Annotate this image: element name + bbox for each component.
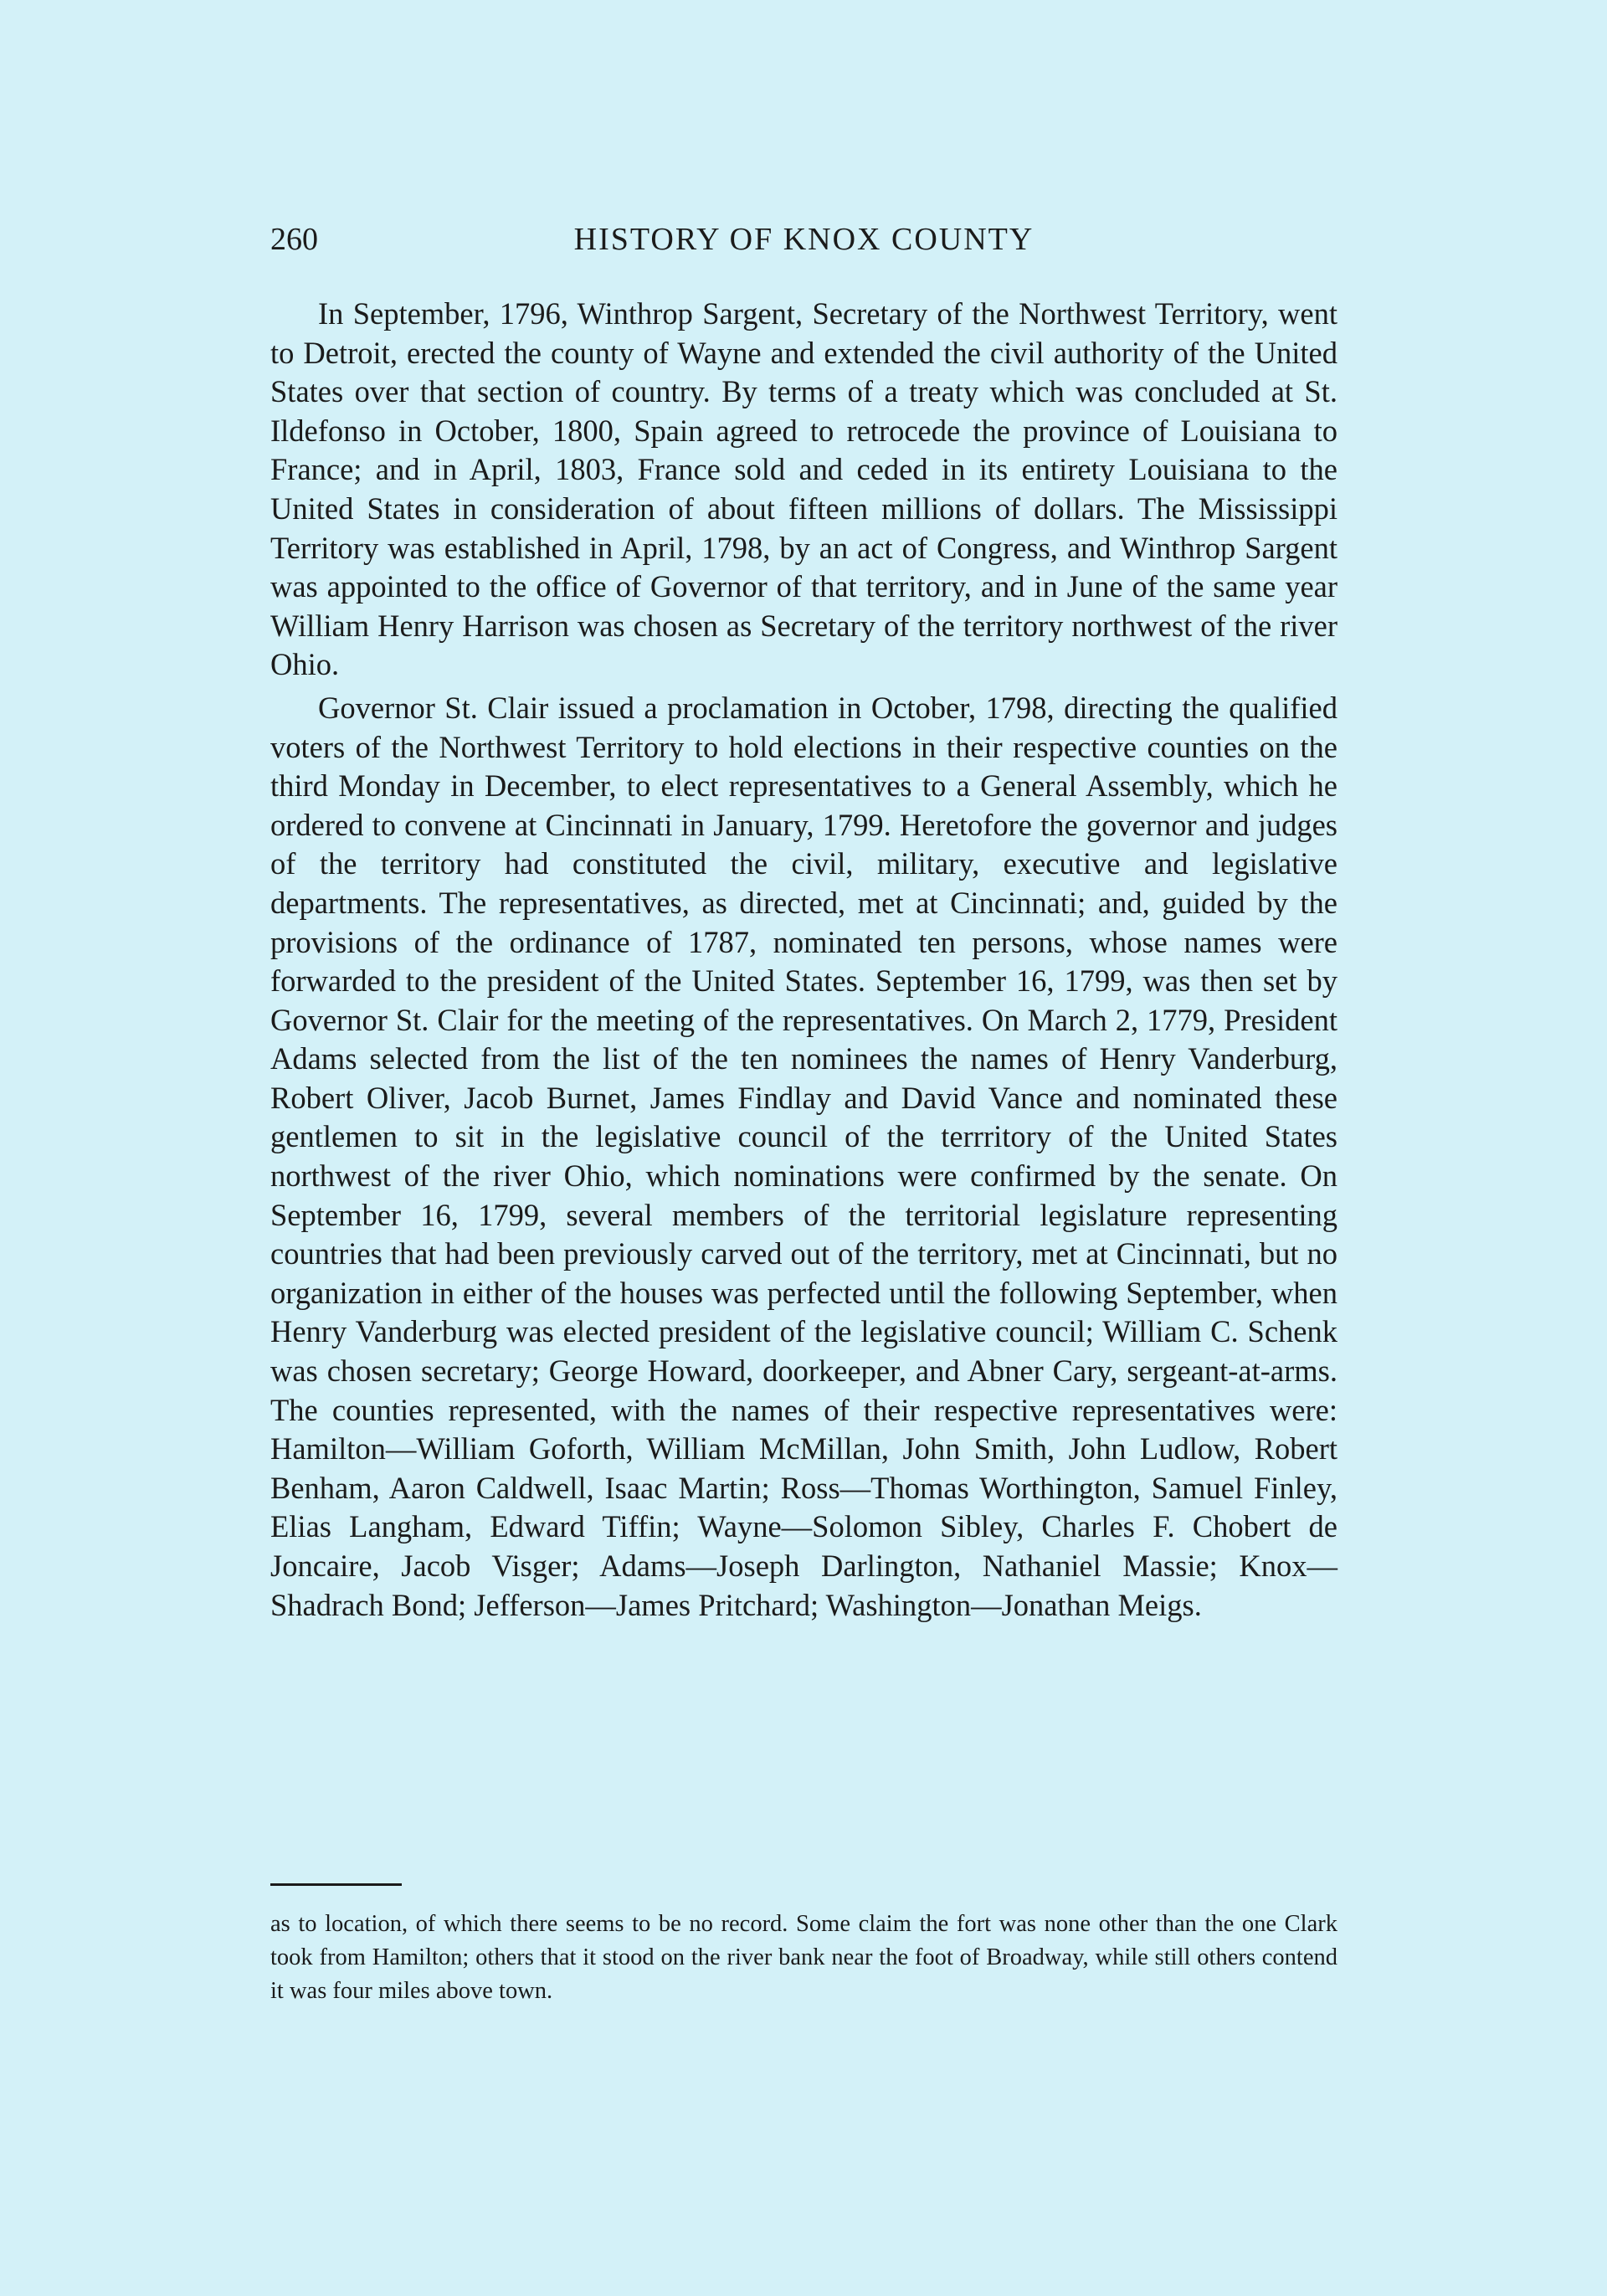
footnote: as to location, of which there seems to be no record. Some claim the fort was none other than the one Clark took from Hamilton; others that it stood on the river bank near the foot of Broadway, while still others contend it was four miles above town. bbox=[270, 1911, 1337, 2004]
running-title: HISTORY OF KNOX COUNTY bbox=[573, 222, 1035, 257]
paragraph-2: Governor St. Clair issued a proclamation in October, 1798, directing the qualified voters of the Northwest Territory to hold elections in their respective counties on the third Monday in December, to elect representatives to a General Assembly, which he ordered to convene at Cincinnati in January, 1799. Heretofore the governor and judges of the territory had constituted the civil, military, executive and legislative departments. The representatives, as directed, met at Cincinnati; and, guided by the provisions of the ordinance of 1787, nominated ten persons, whose names were forwarded to the president of the United States. September 16, 1799, was then set by Governor St. Clair for the meeting of the representatives. On March 2, 1779, President Adams selected from the list of the ten nominees the names of Henry Vanderburg, Robert Oliver, Jacob Burnet, James Findlay and David Vance and nominated these gentlemen to sit in the legislative council of the terrritory of the United States northwest of the river Ohio, which nominations were confirmed by the senate. On September 16, 1799, several members of the territorial legislature representing countries that had been previously carved out of the territory, met at Cincinnati, but no organization in either of the houses was perfected until the following September, when Henry Vanderburg was elected president of the legislative council; William C. Schenk was chosen secretary; George Howard, doorkeeper, and Abner Cary, sergeant-at-arms. The counties represented, with the names of their respective representatives were: Hamilton—William Goforth, William McMillan, John Smith, John Ludlow, Robert Benham, Aaron Caldwell, Isaac Martin; Ross—Thomas Worthington, Samuel Finley, Elias Langham, Edward Tiffin; Wayne—Solomon Sibley, Charles F. Chobert de Joncaire, Jacob Visger; Adams—Joseph Darlington, Nathaniel Massie; Knox—Shadrach Bond; Jefferson—James Pritchard; Washington—Jonathan Meigs. bbox=[270, 690, 1337, 1622]
body-text bbox=[270, 295, 1337, 1625]
footnote-divider bbox=[270, 1883, 402, 1886]
paragraph-1: In September, 1796, Winthrop Sargent, Secretary of the Northwest Territory, went to Detroit, erected the county of Wayne and extended the civil authority of the United States over that section of country. By terms of a treaty which was concluded at St. Ildefonso in October, 1800, Spain agreed to retrocede the province of Louisiana to France; and in April, 1803, France sold and ceded in its entirety Louisiana to the United States in consideration of about fifteen millions of dollars. The Mississippi Territory was established in April, 1798, by an act of Congress, and Winthrop Sargent was appointed to the office of Governor of that territory, and in June of the same year William Henry Harrison was chosen as Secretary of the territory northwest of the river Ohio. bbox=[270, 296, 1337, 682]
page-header bbox=[270, 219, 1337, 259]
page-number: 260 bbox=[270, 222, 318, 257]
